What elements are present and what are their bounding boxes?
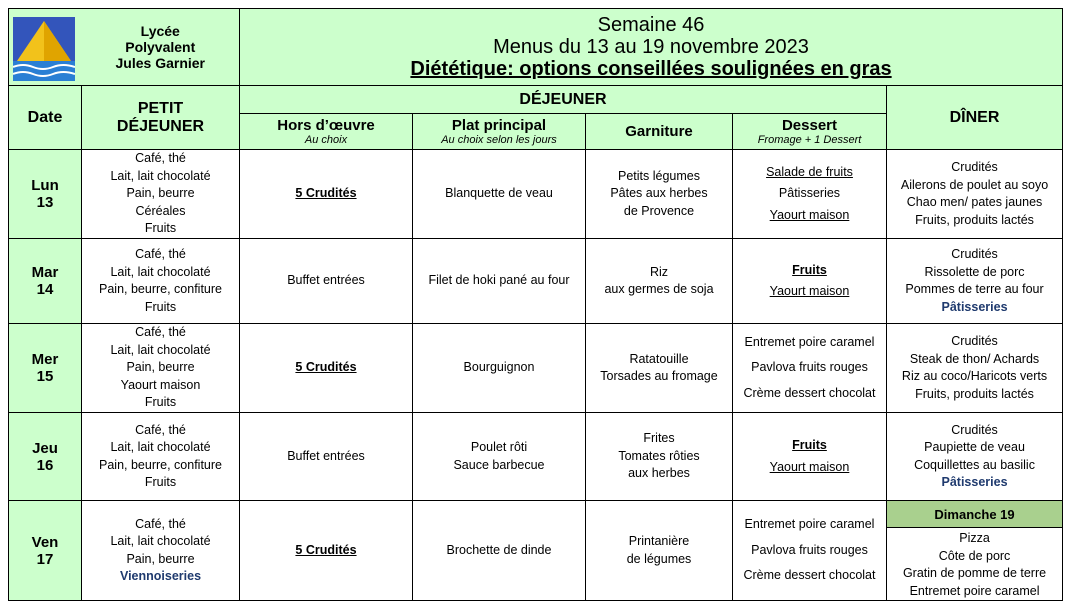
menu-item: Tomates rôties [618,448,700,463]
menu-item: Fruits [144,299,177,314]
menu-item: Céréales [135,203,186,218]
menu-item: Sauce barbecue [453,457,545,472]
menu-item: Printanière [628,534,690,548]
dessert-hint: Fromage + 1 Dessert [757,133,862,146]
menu-item: Pavlova fruits rouges [751,360,868,375]
dessert-label: Dessert [781,116,838,134]
menu-item: de légumes [626,551,692,566]
petit-dejeuner-cell [82,150,240,239]
menu-item: Viennoiseries [119,569,202,583]
menu-item: Crudités [951,334,998,348]
title-block [240,9,1063,86]
hors-oeuvre-cell [240,501,413,601]
menu-item: Brochette de dinde [446,542,552,557]
hors-hint: Au choix [304,133,348,146]
plat-cell [413,239,586,324]
col-date: Date [9,86,82,150]
garniture-cell [586,324,733,413]
petit-dejeuner-cell [82,239,240,324]
day-number: 14 [36,281,54,298]
menu-item: Café, thé [135,247,186,261]
col-petit-dejeuner [82,86,240,150]
menu-item: Riz au coco/Haricots verts [901,369,1048,383]
menu-item: Crudités [951,160,998,174]
col-petit-line: PETIT [137,99,184,117]
menu-sheet [8,8,1062,601]
school-name [82,9,240,86]
week-title: Semaine 46 [597,14,705,36]
garniture-cell [586,239,733,324]
table-row [9,501,1063,601]
col-plat-principal [413,114,586,150]
plat-cell [413,150,586,239]
menu-item: Côte de porc [938,548,1011,563]
menu-item: Crème dessert chocolat [743,568,876,583]
menu-item: Lait, lait chocolaté [110,342,211,357]
menu-item: Pâtes aux herbes [610,186,708,201]
diet-legend: Diététique: options conseillées soulignées en gras [410,58,892,80]
table-row [9,413,1063,501]
menu-item: Steak de thon/ Achards [909,351,1040,366]
menu-item: de Provence [623,203,695,218]
menu-item: 5 Crudités [295,360,357,375]
day-name: Ven [31,533,59,551]
school-line: Jules Garnier [115,55,205,71]
garniture-cell [586,413,733,501]
petit-dejeuner-cell [82,324,240,413]
menu-item: Ailerons de poulet au soyo [900,177,1049,192]
menu-item: Gratin de pomme de terre [902,566,1047,580]
menu-item: Buffet entrées [287,273,365,288]
diner-cell [887,324,1063,413]
table-row [9,239,1063,324]
col-diner: DÎNER [887,86,1063,150]
menu-item: Yaourt maison [120,377,201,392]
dessert-cell [733,239,887,324]
menu-item: Paupiette de veau [924,440,1025,454]
day-number: 16 [36,456,54,474]
menu-item: Petits légumes [618,168,700,183]
petit-dejeuner-cell [82,501,240,601]
day-cell [9,501,82,601]
menu-item: Fruits [144,221,177,236]
diner-cell [887,239,1063,324]
table-row [9,324,1063,413]
menu-item: Pain, beurre, confiture [99,457,222,472]
plat-hint: Au choix selon les jours [441,133,557,146]
menu-item: Salade de fruits [766,164,853,179]
menu-item: Lait, lait chocolaté [110,264,211,279]
dessert-cell [733,324,887,413]
col-petit-line: DÉJEUNER [116,117,205,135]
menu-item: Fruits [792,262,827,277]
col-hors-oeuvre [240,114,413,150]
menu-item: Rissolette de porc [924,264,1025,279]
menu-item: Filet de hoki pané au four [428,273,570,288]
petit-dejeuner-cell [82,413,240,501]
plat-cell [413,413,586,501]
menu-item: aux germes de soja [604,282,714,296]
plat-cell [413,501,586,601]
menu-item: 5 Crudités [295,542,357,557]
menu-item: Pain, beurre [126,360,195,375]
menu-item: Fruits [144,395,177,410]
menu-item: Café, thé [135,422,186,437]
hors-oeuvre-cell [240,324,413,413]
menu-item: Yaourt maison [769,284,850,298]
sunday-items [887,528,1062,601]
school-line: Polyvalent [125,39,196,55]
day-name: Mar [31,264,59,281]
sunday-title: Dimanche 19 [887,501,1062,528]
menu-item: Chao men/ pates jaunes [906,195,1043,209]
menu-item: Poulet rôti [470,440,528,454]
diner-cell [887,413,1063,501]
menu-item: 5 Crudités [295,186,357,201]
hors-oeuvre-cell [240,239,413,324]
school-line: Lycée [140,23,180,39]
menu-item: Crudités [951,422,998,437]
garniture-cell [586,501,733,601]
menu-item: Café, thé [135,516,186,531]
diner-cell [887,501,1063,601]
menu-item: Crème dessert chocolat [743,385,876,400]
day-number: 13 [36,194,54,211]
menu-item: Lait, lait chocolaté [110,168,211,183]
day-cell [9,150,82,239]
day-name: Mer [31,351,59,368]
plat-cell [413,324,586,413]
menu-item: Bourguignon [463,360,535,375]
menu-item: Lait, lait chocolaté [110,440,211,454]
menu-item: Ratatouille [629,351,689,366]
menu-item: Pâtisseries [778,186,841,201]
menu-item: Coquillettes au basilic [914,457,1035,472]
menu-item: Frites [643,431,675,446]
day-number: 17 [36,550,54,568]
menu-item: Pâtisseries [941,299,1008,314]
table-row [9,150,1063,239]
menu-item: Buffet entrées [287,448,365,463]
menu-item: Entremet poire caramel [909,583,1040,598]
day-cell [9,413,82,501]
day-cell [9,324,82,413]
col-dessert [733,114,887,150]
menu-table [8,8,1063,601]
day-name: Jeu [32,439,58,457]
menu-item: Café, thé [135,325,186,340]
menu-item: Riz [649,264,669,279]
plat-label: Plat principal [451,116,547,134]
menu-item: Torsades au fromage [600,369,718,383]
sunday-block [887,501,1062,600]
school-logo-icon [13,17,75,81]
menu-item: Yaourt maison [769,459,850,474]
menu-item: Crudités [951,247,998,261]
day-number: 15 [36,368,54,385]
menu-item: Pain, beurre [126,186,195,201]
dessert-cell [733,501,887,601]
menu-item: Entremet poire caramel [744,334,875,349]
menu-item: Fruits, produits lactés [915,386,1034,401]
dessert-cell [733,413,887,501]
menu-item: Pain, beurre [126,551,195,566]
date-range: Menus du 13 au 19 novembre 2023 [493,36,809,58]
menu-item: Blanquette de veau [445,186,553,201]
garniture-cell [586,150,733,239]
logo-cell [9,9,82,86]
menu-item: Pommes de terre au four [905,282,1044,296]
menu-item: Fruits [144,475,177,489]
menu-item: Yaourt maison [769,207,850,222]
menu-item: Pizza [959,531,990,545]
menu-item: Lait, lait chocolaté [110,534,211,548]
diner-cell [887,150,1063,239]
menu-item: Pavlova fruits rouges [751,542,868,557]
col-garniture: Garniture [586,114,733,150]
col-dejeuner: DÉJEUNER [240,86,887,114]
menu-item: Entremet poire caramel [744,517,875,532]
menu-item: aux herbes [628,466,690,481]
menu-item: Pâtisseries [941,475,1008,489]
hors-oeuvre-cell [240,150,413,239]
hors-oeuvre-cell [240,413,413,501]
day-name: Lun [31,177,59,194]
menu-item: Fruits, produits lactés [915,212,1034,227]
menu-item: Pain, beurre, confiture [99,282,222,296]
day-cell [9,239,82,324]
menu-item: Fruits [792,438,827,452]
menu-item: Café, thé [135,151,186,166]
hors-label: Hors d’œuvre [277,116,375,134]
dessert-cell [733,150,887,239]
